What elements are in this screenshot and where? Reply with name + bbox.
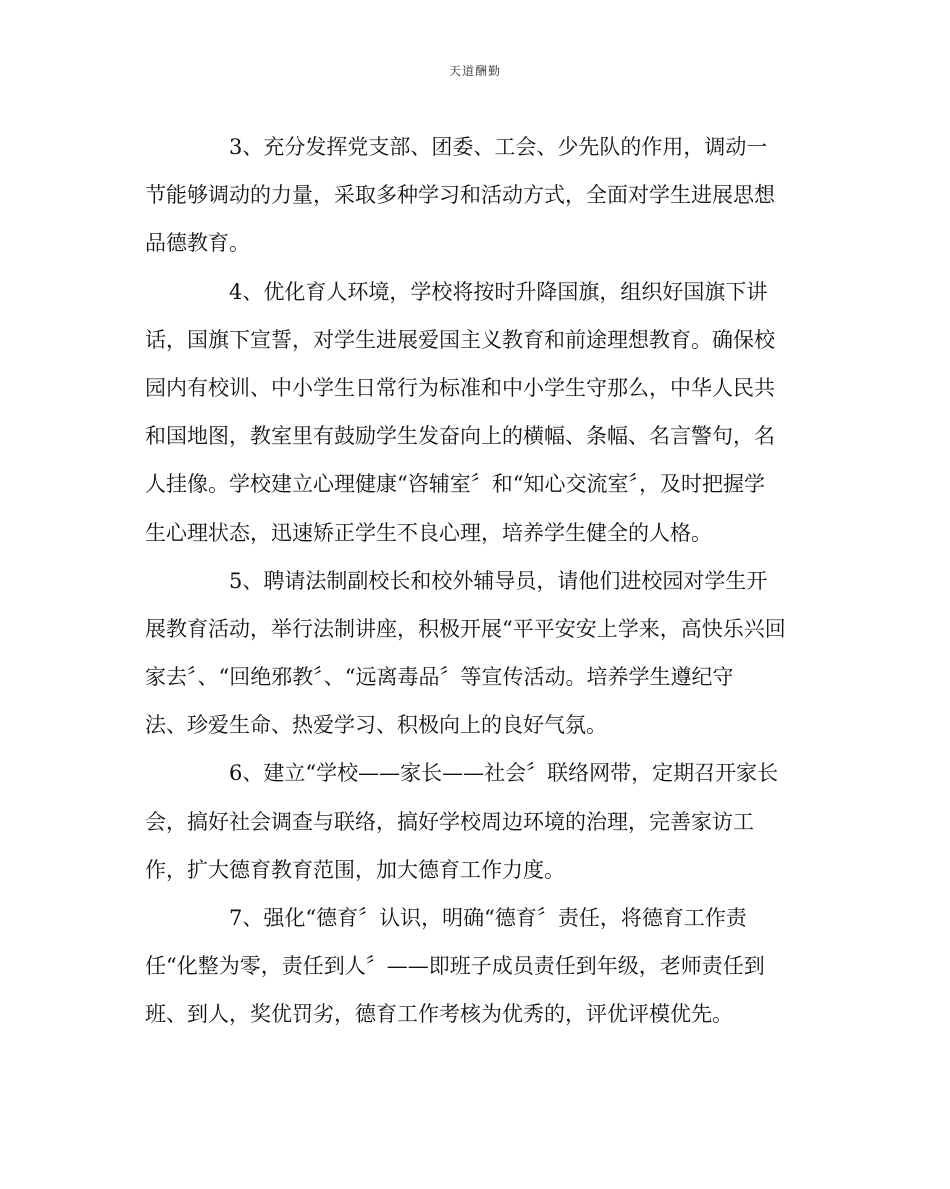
paragraph-3 [145, 123, 813, 268]
text-line: 3、充分发挥党支部、团委、工会、少先队的作用，调动一 [229, 135, 768, 159]
text-line: 4、优化育人环境，学校将按时升降国旗，组织好国旗下讲 [229, 279, 768, 304]
paragraph-5 [145, 557, 813, 750]
document-body [145, 123, 813, 1039]
text-line: 人挂像。学校建立心理健康“咨辅室〞和“知心交流室〞，及时把握学 [145, 472, 765, 497]
text-line: 班、到人，奖优罚劣，德育工作考核为优秀的，评优评模优先。 [145, 1002, 733, 1027]
text-line: 园内有校训、中小学生日常行为标准和中小学生守那么，中华人民共 [145, 375, 775, 400]
text-line: 5、聘请法制副校长和校外辅导员，请他们进校园对学生开 [229, 568, 768, 593]
paragraph-7 [145, 894, 813, 1039]
text-line: 节能够调动的力量，采取多种学习和活动方式，全面对学生进展思想 [145, 183, 775, 208]
text-line: 品德教育。 [145, 231, 250, 256]
text-line: 作，扩大德育教育范围，加大德育工作力度。 [145, 857, 565, 882]
paragraph-4 [145, 268, 813, 557]
text-line: 6、建立“学校——家长——社会〞联络网带，定期召开家长 [229, 761, 779, 786]
paragraph-6 [145, 749, 813, 894]
text-line: 会，搞好社会调查与联络，搞好学校周边环境的治理，完善家访工 [145, 809, 754, 834]
text-line: 任“化整为零，责任到人〞——即班子成员责任到年级，老师责任到 [145, 954, 765, 979]
text-line: 展教育活动，举行法制讲座，积极开展“平平安安上学来，高快乐兴回 [145, 616, 786, 641]
text-line: 生心理状态，迅速矫正学生不良心理，培养学生健全的人格。 [145, 520, 712, 545]
text-line: 家去〞、“回绝邪教〞、“远离毒品〞等宣传活动。培养学生遵纪守 [145, 665, 734, 690]
text-line: 法、珍爱生命、热爱学习、积极向上的良好气氛。 [145, 713, 607, 738]
text-line: 话，国旗下宣誓，对学生进展爱国主义教育和前途理想教育。确保校 [145, 327, 775, 352]
text-line: 和国地图，教室里有鼓励学生发奋向上的横幅、条幅、名言警句，名 [145, 424, 775, 449]
text-line: 7、强化“德育〞认识，明确“德育〞责任，将德育工作责 [229, 906, 747, 930]
page-header: 天道酬勤 [448, 64, 501, 78]
